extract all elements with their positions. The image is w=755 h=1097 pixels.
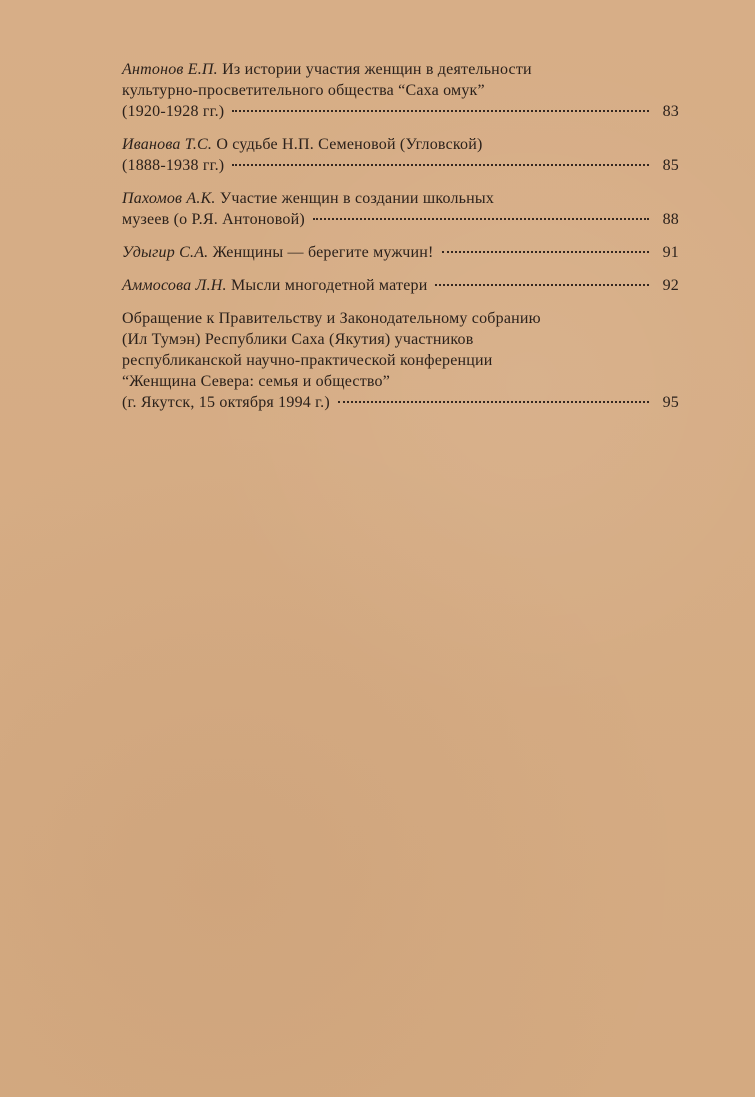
toc-title-line: Женщины — берегите мужчин! [212, 244, 434, 261]
toc-title-line: музеев (о Р.Я. Антоновой) [122, 211, 305, 228]
toc-title-line: (1888-1938 гг.) [122, 157, 225, 174]
toc-title-line: культурно-просветительного общества “Саха омук” [122, 82, 485, 99]
toc-title-final-line [122, 275, 679, 296]
leader-dots [442, 251, 649, 253]
toc-author: Аммосова Л.Н. [122, 277, 227, 294]
toc-title-line: Из истории участия женщин в деятельности [222, 61, 532, 78]
page-number: 95 [662, 394, 679, 411]
toc-title-line: Обращение к Правительству и Законодательному собранию [122, 310, 541, 327]
leader-dots [232, 164, 649, 166]
table-of-contents [122, 59, 679, 425]
page-number: 92 [662, 277, 679, 294]
toc-entry-first-line [122, 59, 679, 80]
toc-title-final-line [122, 392, 679, 413]
toc-title-line: Мысли многодетной матери [230, 277, 428, 294]
leader-dots [435, 284, 649, 286]
toc-title-line: “Женщина Севера: семья и общество” [122, 373, 391, 390]
toc-entry-ammosova [122, 275, 679, 296]
toc-title-line: (Ил Тумэн) Республики Саха (Якутия) участников [122, 331, 474, 348]
toc-title-line: республиканской научно-практической конференции [122, 352, 493, 369]
toc-entry-first-line [122, 134, 679, 155]
toc-title-line: (г. Якутск, 15 октября 1994 г.) [122, 394, 330, 411]
leader-dots [313, 218, 649, 220]
toc-title-final-line [122, 209, 679, 230]
page-number: 85 [662, 157, 679, 174]
page-number: 91 [662, 244, 679, 261]
toc-entry-antonov [122, 59, 679, 122]
toc-entry-pakhomov [122, 188, 679, 230]
toc-title-final-line [122, 242, 679, 263]
toc-author: Пахомов А.К. [122, 190, 216, 207]
leader-dots [338, 401, 649, 403]
toc-author: Удыгир С.А. [122, 244, 209, 261]
toc-entry-text [122, 242, 434, 263]
toc-title-line: (1920-1928 гг.) [122, 103, 225, 120]
toc-author: Иванова Т.С. [122, 136, 213, 153]
toc-author: Антонов Е.П. [122, 61, 218, 78]
toc-title-line: О судьбе Н.П. Семеновой (Угловской) [216, 136, 483, 153]
toc-entry-appeal [122, 308, 679, 413]
toc-entry-udygir [122, 242, 679, 263]
toc-entry-text [122, 275, 427, 296]
toc-title-final-line [122, 101, 679, 122]
toc-entry-ivanova [122, 134, 679, 176]
toc-title-line: Участие женщин в создании школьных [219, 190, 495, 207]
leader-dots [232, 110, 649, 112]
toc-entry-first-line [122, 188, 679, 209]
page-number: 83 [662, 103, 679, 120]
page-number: 88 [662, 211, 679, 228]
toc-title-final-line [122, 155, 679, 176]
